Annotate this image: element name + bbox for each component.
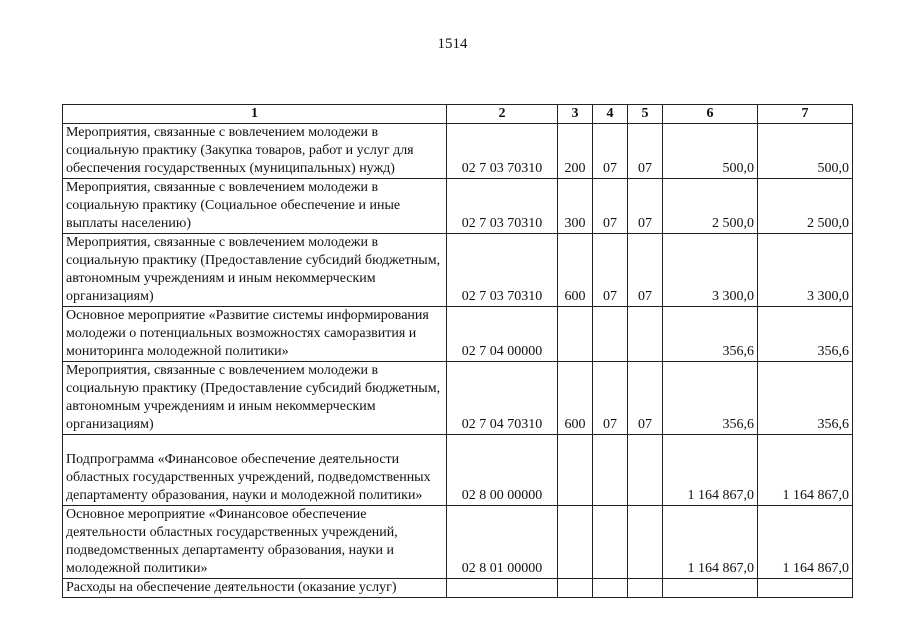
row-col-7: 356,6 bbox=[758, 307, 853, 362]
header-col-3: 3 bbox=[558, 105, 593, 124]
row-col-4: 07 bbox=[593, 362, 628, 435]
row-col-6: 3 300,0 bbox=[663, 234, 758, 307]
row-name: Мероприятия, связанные с вовлечением молодежи в социальную практику (Социальное обеспечение и иные выплаты населению) bbox=[63, 179, 447, 234]
page-number: 1514 bbox=[437, 36, 468, 52]
row-col-7: 356,6 bbox=[758, 362, 853, 435]
row-col-4: 07 bbox=[593, 179, 628, 234]
row-col-3 bbox=[558, 579, 593, 598]
row-col-4 bbox=[593, 435, 628, 506]
row-col-3 bbox=[558, 506, 593, 579]
header-row bbox=[63, 105, 853, 124]
row-code: 02 8 01 00000 bbox=[447, 506, 558, 579]
row-name: Мероприятия, связанные с вовлечением молодежи в социальную практику (Предоставление субсидий бюджетным, автономным учреждениям и иным некоммерческим организациям) bbox=[63, 362, 447, 435]
row-col-3: 200 bbox=[558, 124, 593, 179]
header-col-6: 6 bbox=[663, 105, 758, 124]
row-code: 02 7 03 70310 bbox=[447, 234, 558, 307]
row-col-6 bbox=[663, 579, 758, 598]
header-col-5: 5 bbox=[628, 105, 663, 124]
table-row bbox=[63, 506, 853, 579]
row-col-3: 300 bbox=[558, 179, 593, 234]
row-col-7: 2 500,0 bbox=[758, 179, 853, 234]
table-row bbox=[63, 124, 853, 179]
row-col-5: 07 bbox=[628, 362, 663, 435]
row-col-3 bbox=[558, 435, 593, 506]
row-col-5: 07 bbox=[628, 179, 663, 234]
row-col-5 bbox=[628, 307, 663, 362]
row-col-4: 07 bbox=[593, 124, 628, 179]
header-col-4: 4 bbox=[593, 105, 628, 124]
row-col-6: 356,6 bbox=[663, 307, 758, 362]
row-col-5 bbox=[628, 579, 663, 598]
table-row bbox=[63, 579, 853, 598]
row-col-3: 600 bbox=[558, 234, 593, 307]
row-col-3 bbox=[558, 307, 593, 362]
row-code: 02 7 04 00000 bbox=[447, 307, 558, 362]
row-col-4 bbox=[593, 307, 628, 362]
row-col-7: 1 164 867,0 bbox=[758, 506, 853, 579]
row-col-4 bbox=[593, 506, 628, 579]
header-col-2: 2 bbox=[447, 105, 558, 124]
row-col-4 bbox=[593, 579, 628, 598]
row-col-4: 07 bbox=[593, 234, 628, 307]
header-col-1: 1 bbox=[63, 105, 447, 124]
header-col-7: 7 bbox=[758, 105, 853, 124]
row-name: Подпрограмма «Финансовое обеспечение деятельности областных государственных учреждений, подведомственных департаменту образования, науки и молодежной политики» bbox=[63, 435, 447, 506]
row-col-5: 07 bbox=[628, 124, 663, 179]
row-col-5: 07 bbox=[628, 234, 663, 307]
row-col-5 bbox=[628, 506, 663, 579]
row-name: Основное мероприятие «Развитие системы информирования молодежи о потенциальных возможностях саморазвития и мониторинга молодежной политики» bbox=[63, 307, 447, 362]
table-row bbox=[63, 307, 853, 362]
row-code bbox=[447, 579, 558, 598]
row-col-7: 3 300,0 bbox=[758, 234, 853, 307]
row-col-3: 600 bbox=[558, 362, 593, 435]
row-name: Мероприятия, связанные с вовлечением молодежи в социальную практику (Предоставление субсидий бюджетным, автономным учреждениям и иным некоммерческим организациям) bbox=[63, 234, 447, 307]
row-col-7: 500,0 bbox=[758, 124, 853, 179]
row-name: Основное мероприятие «Финансовое обеспечение деятельности областных государственных учреждений, подведомственных департаменту образования, науки и молодежной политики» bbox=[63, 506, 447, 579]
row-col-6: 2 500,0 bbox=[663, 179, 758, 234]
table-row bbox=[63, 234, 853, 307]
table-row bbox=[63, 179, 853, 234]
row-code: 02 7 04 70310 bbox=[447, 362, 558, 435]
row-code: 02 7 03 70310 bbox=[447, 179, 558, 234]
row-col-6: 356,6 bbox=[663, 362, 758, 435]
row-col-6: 500,0 bbox=[663, 124, 758, 179]
budget-table bbox=[62, 104, 853, 598]
row-col-7 bbox=[758, 579, 853, 598]
row-col-6: 1 164 867,0 bbox=[663, 435, 758, 506]
table-row bbox=[63, 435, 853, 506]
row-code: 02 8 00 00000 bbox=[447, 435, 558, 506]
table-row bbox=[63, 362, 853, 435]
row-col-7: 1 164 867,0 bbox=[758, 435, 853, 506]
row-col-6: 1 164 867,0 bbox=[663, 506, 758, 579]
row-col-5 bbox=[628, 435, 663, 506]
row-code: 02 7 03 70310 bbox=[447, 124, 558, 179]
row-name: Мероприятия, связанные с вовлечением молодежи в социальную практику (Закупка товаров, работ и услуг для обеспечения государственных (муниципальных) нужд) bbox=[63, 124, 447, 179]
row-name: Расходы на обеспечение деятельности (оказание услуг) bbox=[63, 579, 447, 598]
